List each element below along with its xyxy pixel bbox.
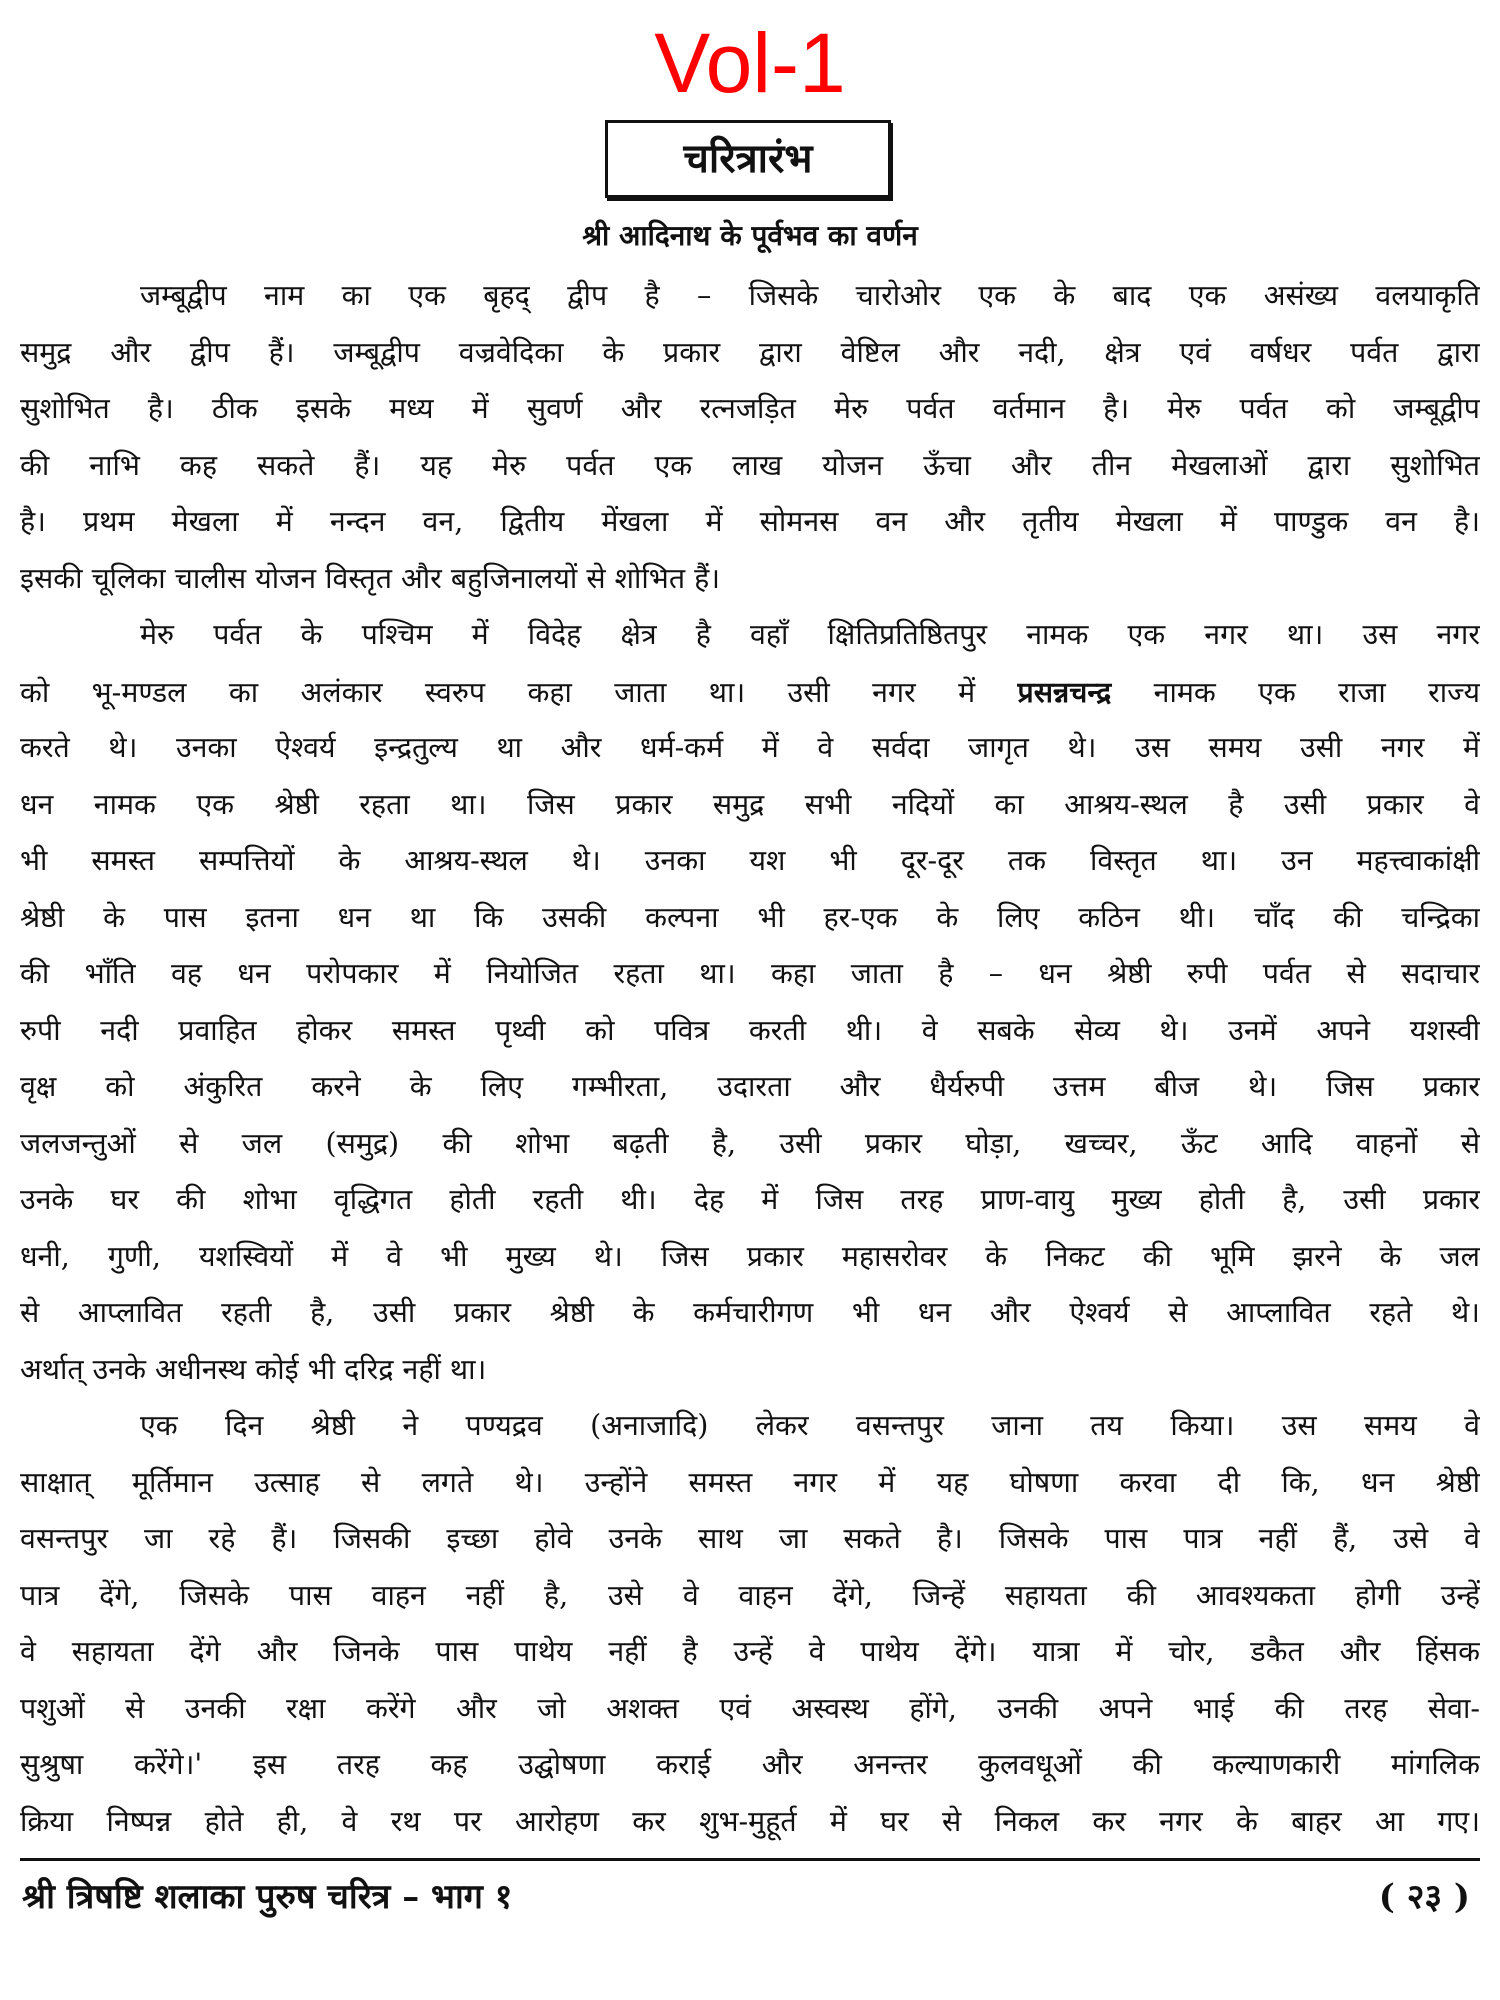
text-line: सुश्रुषा करेंगे।' इस तरह कह उद्घोषणा कराई और अनन्तर कुलवधूओं की कल्याणकारी मांगलिक	[20, 1748, 1480, 1781]
footer-book-title: श्री त्रिषष्टि शलाका पुरुष चरित्र – भाग १	[22, 1877, 513, 1917]
text-line: रुपी नदी प्रवाहित होकर समस्त पृथ्वी को पवित्र करती थी। वे सबके सेव्य थे। उनमें अपने यशस्वी	[20, 1013, 1480, 1047]
text-line: जलजन्तुओं से जल (समुद्र) की शोभा बढ़ती है, उसी प्रकार घोड़ा, खच्चर, ऊँट आदि वाहनों से	[20, 1126, 1480, 1160]
text-line: पात्र देंगे, जिसके पास वाहन नहीं है, उसे वे वाहन देंगे, जिन्हें सहायता की आवश्यकता होगी उन्हें	[20, 1578, 1480, 1612]
text-span: को भू-मण्डल का अलंकार स्वरुप कहा जाता था। उसी नगर में	[20, 675, 1018, 709]
text-line: पशुओं से उनकी रक्षा करेंगे और जो अशक्त एवं अस्वस्थ होंगे, उनकी अपने भाई की तरह सेवा-	[20, 1691, 1480, 1725]
text-line: भी समस्त सम्पत्तियों के आश्रय-स्थल थे। उनका यश भी दूर-दूर तक विस्तृत था। उन महत्त्वाकांक्षी	[20, 844, 1480, 877]
text-line: धन नामक एक श्रेष्ठी रहता था। जिस प्रकार समुद्र सभी नदियों का आश्रय-स्थल है उसी प्रकार वे	[20, 787, 1480, 821]
text-line: मेरु पर्वत के पश्चिम में विदेह क्षेत्र है वहाँ क्षितिप्रतिष्ठितपुर नामक एक नगर था। उस नगर	[140, 618, 1480, 651]
volume-label: Vol-1	[654, 16, 846, 110]
text-line: समुद्र और द्वीप हैं। जम्बूद्वीप वज्रवेदिका के प्रकार द्वारा वेष्टिल और नदी, क्षेत्र एवं वर्षधर पर्वत द्वारा	[20, 335, 1480, 369]
text-line: अर्थात् उनके अधीनस्थ कोई भी दरिद्र नहीं था।	[20, 1352, 487, 1386]
body-text	[20, 268, 1480, 1850]
text-line: सुशोभित है। ठीक इसके मध्य में सुवर्ण और रत्नजड़ित मेरु पर्वत वर्तमान है। मेरु पर्वत को जम्बूद्वीप	[20, 392, 1480, 425]
text-line: वृक्ष को अंकुरित करने के लिए गम्भीरता, उदारता और धैर्यरुपी उत्तम बीज थे। जिस प्रकार	[20, 1070, 1480, 1103]
text-line: की भाँति वह धन परोपकार में नियोजित रहता था। कहा जाता है – धन श्रेष्ठी रुपी पर्वत से सदाचार	[20, 957, 1480, 990]
text-span: नामक एक राजा राज्य	[1111, 675, 1480, 709]
text-line: धनी, गुणी, यशस्वियों में वे भी मुख्य थे। जिस प्रकार महासरोवर के निकट की भूमि झरने के जल	[20, 1239, 1480, 1273]
text-line: इसकी चूलिका चालीस योजन विस्तृत और बहुजिनालयों से शोभित हैं।	[20, 561, 721, 595]
text-line: एक दिन श्रेष्ठी ने पण्यद्रव (अनाजादि) लेकर वसन्तपुर जाना तय किया। उस समय वे	[140, 1409, 1480, 1442]
bold-name: प्रसन्नचन्द्र	[1017, 674, 1112, 709]
footer-divider	[20, 1858, 1480, 1861]
chapter-title: चरित्रारंभ	[605, 120, 891, 198]
text-line: क्रिया निष्पन्न होते ही, वे रथ पर आरोहण कर शुभ-मुहूर्त में घर से निकल कर नगर के बाहर आ गए।	[20, 1804, 1480, 1838]
page-number: ( २३ )	[1378, 1877, 1470, 1917]
text-line: जम्बूद्वीप नाम का एक बृहद् द्वीप है – जिसके चारोओर एक के बाद एक असंख्य वलयाकृति	[140, 279, 1480, 312]
text-line: साक्षात् मूर्तिमान उत्साह से लगते थे। उन्होंने समस्त नगर में यह घोषणा करवा दी कि, धन श्रेष्ठी	[20, 1465, 1480, 1499]
text-line	[20, 664, 1480, 721]
text-line: है। प्रथम मेखला में नन्दन वन, द्वितीय मेंखला में सोमनस वन और तृतीय मेखला में पाण्डुक वन है।	[20, 505, 1480, 538]
text-line: उनके घर की शोभा वृद्धिगत होती रहती थी। देह में जिस तरह प्राण-वायु मुख्य होती है, उसी प्रकार	[20, 1183, 1480, 1216]
text-line: श्रेष्ठी के पास इतना धन था कि उसकी कल्पना भी हर-एक के लिए कठिन थी। चाँद की चन्द्रिका	[20, 900, 1480, 934]
text-line: की नाभि कह सकते हैं। यह मेरु पर्वत एक लाख योजन ऊँचा और तीन मेखलाओं द्वारा सुशोभित	[20, 448, 1480, 482]
text-line: वे सहायता देंगे और जिनके पास पाथेय नहीं है उन्हें वे पाथेय देंगे। यात्रा में चोर, डकैत और हिंसक	[20, 1635, 1480, 1668]
text-line: करते थे। उनका ऐश्वर्य इन्द्रतुल्य था और धर्म-कर्म में वे सर्वदा जागृत थे। उस समय उसी नगर में	[20, 731, 1480, 764]
text-line: वसन्तपुर जा रहे हैं। जिसकी इच्छा होवे उनके साथ जा सकते है। जिसके पास पात्र नहीं हैं, उसे वे	[20, 1522, 1480, 1555]
text-line: से आप्लावित रहती है, उसी प्रकार श्रेष्ठी के कर्मचारीगण भी धन और ऐश्वर्य से आप्लावित रहते थे।	[20, 1296, 1480, 1329]
section-subtitle: श्री आदिनाथ के पूर्वभव का वर्णन	[582, 219, 918, 252]
